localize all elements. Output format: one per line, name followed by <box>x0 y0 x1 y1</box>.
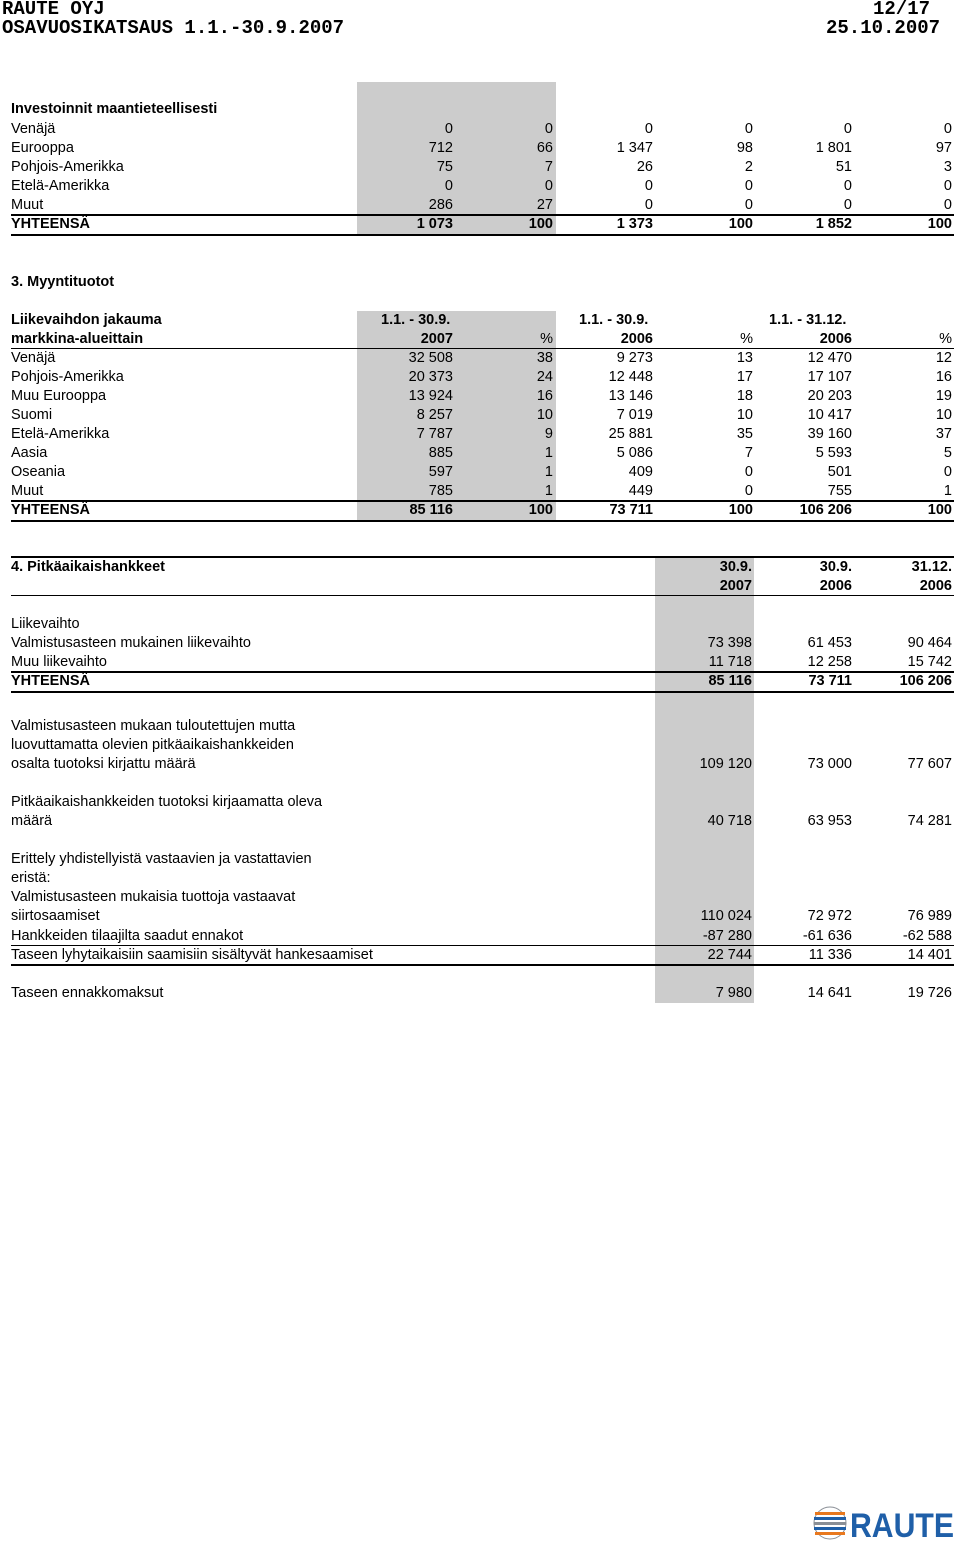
value-cell: 97 <box>935 140 952 156</box>
value-cell: 0 <box>544 178 553 194</box>
value-cell: 10 417 <box>807 407 852 423</box>
value-cell: 110 024 <box>700 908 752 924</box>
table-row <box>11 812 954 831</box>
value-cell: 25 881 <box>608 426 653 442</box>
value-cell: 3 <box>943 159 952 175</box>
value-cell: 0 <box>843 197 852 213</box>
row-rule <box>11 964 954 966</box>
value-cell: 17 107 <box>807 369 852 385</box>
row-label: Venäjä <box>11 121 56 137</box>
value-cell: 26 <box>636 159 653 175</box>
value-cell: 449 <box>628 483 653 499</box>
table-row <box>11 406 954 425</box>
sales-header-row <box>11 330 954 349</box>
row-label: YHTEENSÄ <box>11 502 90 518</box>
value-cell: 8 257 <box>416 407 453 423</box>
row-label: Venäjä <box>11 350 56 366</box>
value-cell: 106 206 <box>799 502 852 518</box>
value-cell: 0 <box>644 197 653 213</box>
column-header: % <box>540 331 553 347</box>
value-cell: 35 <box>736 426 753 442</box>
value-cell: 0 <box>744 197 753 213</box>
column-header: markkina-alueittain <box>11 331 144 347</box>
table-row <box>11 615 954 634</box>
table-row <box>11 139 954 158</box>
table-row <box>11 850 954 869</box>
value-cell: 0 <box>744 483 753 499</box>
row-label: Etelä-Amerikka <box>11 426 110 442</box>
value-cell: 501 <box>827 464 852 480</box>
table-row <box>11 196 954 215</box>
value-cell: 106 206 <box>899 673 952 689</box>
value-cell: 13 924 <box>408 388 453 404</box>
row-label: Suomi <box>11 407 53 423</box>
section-title: 3. Myyntituotot <box>11 274 115 290</box>
value-cell: 16 <box>935 369 952 385</box>
table-row <box>11 946 954 965</box>
value-cell: 100 <box>728 216 753 232</box>
table-row <box>11 888 954 907</box>
column-header: 2006 <box>819 578 852 594</box>
value-cell: 20 203 <box>807 388 852 404</box>
total-rule <box>11 520 954 522</box>
value-cell: 5 <box>943 445 952 461</box>
section-title: 4. Pitkäaikaishankkeet <box>11 559 165 575</box>
row-label: Muu Eurooppa <box>11 388 107 404</box>
page-number: 12/17 <box>873 0 931 20</box>
investments-title: Investoinnit maantieteellisesti <box>11 101 218 117</box>
value-cell: -62 588 <box>902 928 952 944</box>
svg-text:RAUTE: RAUTE <box>850 1507 954 1540</box>
value-cell: 100 <box>528 216 553 232</box>
row-label: YHTEENSÄ <box>11 673 90 689</box>
row-label: siirtosaamiset <box>11 908 100 924</box>
table-row <box>11 927 954 946</box>
row-label: Erittely yhdistellyistä vastaavien ja vastattavien <box>11 851 312 867</box>
value-cell: 66 <box>536 140 553 156</box>
value-cell: 1 373 <box>616 216 653 232</box>
row-label: Taseen lyhytaikaisiin saamisiin sisältyvät hankesaamiset <box>11 947 373 963</box>
row-label: Hankkeiden tilaajilta saadut ennakot <box>11 928 244 944</box>
table-row <box>11 984 954 1003</box>
period-header: 1.1. - 31.12. <box>769 312 847 328</box>
row-label: Pohjois-Amerikka <box>11 369 124 385</box>
table-row <box>11 755 954 774</box>
value-cell: 10 <box>736 407 753 423</box>
value-cell: 27 <box>536 197 553 213</box>
row-label: Valmistusasteen mukainen liikevaihto <box>11 635 251 651</box>
value-cell: 19 726 <box>907 985 952 1001</box>
row-label: määrä <box>11 813 53 829</box>
table-row <box>11 717 954 736</box>
value-cell: 1 852 <box>815 216 852 232</box>
value-cell: 286 <box>428 197 453 213</box>
column-header: Liikevaihdon jakauma <box>11 312 162 328</box>
value-cell: 7 980 <box>715 985 752 1001</box>
period-header: 1.1. - 30.9. <box>579 312 649 328</box>
raute-logo-mark <box>812 1506 956 1540</box>
table-row <box>11 349 954 368</box>
value-cell: 12 470 <box>807 350 852 366</box>
value-cell: 0 <box>843 121 852 137</box>
value-cell: -87 280 <box>702 928 752 944</box>
table-row <box>11 158 954 177</box>
value-cell: 7 <box>544 159 553 175</box>
value-cell: 2 <box>744 159 753 175</box>
row-label: eristä: <box>11 870 51 886</box>
value-cell: 1 073 <box>416 216 453 232</box>
table-row <box>11 177 954 196</box>
value-cell: 16 <box>536 388 553 404</box>
value-cell: -61 636 <box>802 928 852 944</box>
value-cell: 9 273 <box>616 350 653 366</box>
value-cell: 13 146 <box>608 388 653 404</box>
value-cell: 0 <box>943 178 952 194</box>
value-cell: 885 <box>428 445 453 461</box>
value-cell: 0 <box>744 464 753 480</box>
projects-header-row <box>11 577 954 596</box>
value-cell: 12 258 <box>807 654 852 670</box>
value-cell: 1 <box>544 483 553 499</box>
value-cell: 19 <box>935 388 952 404</box>
table-row <box>11 869 954 888</box>
value-cell: 755 <box>827 483 852 499</box>
value-cell: 0 <box>943 197 952 213</box>
value-cell: 9 <box>544 426 553 442</box>
value-cell: 40 718 <box>707 813 752 829</box>
column-header: 2006 <box>919 578 952 594</box>
value-cell: 12 <box>935 350 952 366</box>
value-cell: 5 086 <box>616 445 653 461</box>
table-row <box>11 736 954 755</box>
value-cell: 100 <box>528 502 553 518</box>
column-header: 30.9. <box>819 559 852 575</box>
column-header: 31.12. <box>911 559 952 575</box>
value-cell: 17 <box>736 369 753 385</box>
row-label: YHTEENSÄ <box>11 216 90 232</box>
report-title: OSAVUOSIKATSAUS 1.1.-30.9.2007 <box>2 17 345 39</box>
row-label: Etelä-Amerikka <box>11 178 110 194</box>
investments-title-row <box>11 100 954 119</box>
value-cell: 0 <box>744 178 753 194</box>
value-cell: 0 <box>444 178 453 194</box>
value-cell: 100 <box>728 502 753 518</box>
value-cell: 0 <box>644 121 653 137</box>
value-cell: 7 787 <box>416 426 453 442</box>
value-cell: 73 711 <box>609 502 653 518</box>
table-row <box>11 387 954 406</box>
value-cell: 11 336 <box>808 947 852 963</box>
value-cell: 1 347 <box>616 140 653 156</box>
value-cell: 24 <box>536 369 553 385</box>
row-label: Oseania <box>11 464 66 480</box>
table-row <box>11 634 954 653</box>
table-row <box>11 653 954 672</box>
value-cell: 73 000 <box>807 756 852 772</box>
column-header: 30.9. <box>719 559 752 575</box>
value-cell: 14 401 <box>907 947 952 963</box>
value-cell: 100 <box>927 216 952 232</box>
value-cell: 1 <box>544 464 553 480</box>
value-cell: 32 508 <box>408 350 453 366</box>
column-header: 2007 <box>719 578 752 594</box>
value-cell: 109 120 <box>699 756 752 772</box>
value-cell: 0 <box>644 178 653 194</box>
value-cell: 98 <box>736 140 753 156</box>
value-cell: 0 <box>744 121 753 137</box>
value-cell: 22 744 <box>707 947 752 963</box>
value-cell: 61 453 <box>807 635 852 651</box>
value-cell: 76 989 <box>907 908 952 924</box>
sales-header-row <box>11 311 954 330</box>
row-label: Valmistusasteen mukaisia tuottoja vastaavat <box>11 889 296 905</box>
total-rule <box>11 691 954 693</box>
value-cell: 1 801 <box>815 140 852 156</box>
row-label: Pohjois-Amerikka <box>11 159 124 175</box>
table-row <box>11 120 954 139</box>
column-header: 2006 <box>620 331 653 347</box>
row-label: Aasia <box>11 445 48 461</box>
value-cell: 18 <box>736 388 753 404</box>
table-row <box>11 463 954 482</box>
value-cell: 785 <box>428 483 453 499</box>
value-cell: 0 <box>943 464 952 480</box>
table-row <box>11 444 954 463</box>
value-cell: 51 <box>835 159 852 175</box>
value-cell: 73 398 <box>707 635 752 651</box>
value-cell: 0 <box>544 121 553 137</box>
row-label: osalta tuotoksi kirjattu määrä <box>11 756 196 772</box>
value-cell: 1 <box>943 483 952 499</box>
value-cell: 13 <box>736 350 753 366</box>
value-cell: 85 116 <box>409 502 453 518</box>
value-cell: 14 641 <box>807 985 852 1001</box>
row-label: Liikevaihto <box>11 616 80 632</box>
value-cell: 39 160 <box>807 426 852 442</box>
table-row <box>11 793 954 812</box>
column-header: % <box>740 331 753 347</box>
value-cell: 20 373 <box>408 369 453 385</box>
value-cell: 74 281 <box>907 813 952 829</box>
value-cell: 85 116 <box>708 673 752 689</box>
value-cell: 5 593 <box>815 445 852 461</box>
value-cell: 90 464 <box>907 635 952 651</box>
value-cell: 712 <box>428 140 453 156</box>
value-cell: 12 448 <box>608 369 653 385</box>
value-cell: 100 <box>927 502 952 518</box>
header-rule <box>11 595 954 596</box>
column-header: 2006 <box>819 331 852 347</box>
row-label: Eurooppa <box>11 140 74 156</box>
value-cell: 7 019 <box>616 407 653 423</box>
value-cell: 0 <box>444 121 453 137</box>
report-date: 25.10.2007 <box>826 17 941 39</box>
table-row <box>11 907 954 926</box>
value-cell: 38 <box>536 350 553 366</box>
value-cell: 10 <box>935 407 952 423</box>
value-cell: 72 972 <box>807 908 852 924</box>
value-cell: 0 <box>943 121 952 137</box>
projects-header-row <box>11 558 954 577</box>
value-cell: 75 <box>436 159 453 175</box>
total-row <box>11 672 954 691</box>
row-label: Muu liikevaihto <box>11 654 107 670</box>
company-name: RAUTE OYJ <box>2 0 105 20</box>
table-row <box>11 368 954 387</box>
total-row <box>11 215 954 234</box>
period-header: 1.1. - 30.9. <box>381 312 451 328</box>
row-label: Muut <box>11 483 44 499</box>
value-cell: 409 <box>628 464 653 480</box>
value-cell: 77 607 <box>907 756 952 772</box>
row-label: Pitkäaikaishankkeiden tuotoksi kirjaamatta oleva <box>11 794 323 810</box>
value-cell: 10 <box>536 407 553 423</box>
value-cell: 73 711 <box>808 673 852 689</box>
table-row <box>11 425 954 444</box>
row-label: Taseen ennakkomaksut <box>11 985 164 1001</box>
total-row <box>11 501 954 520</box>
row-label: Muut <box>11 197 44 213</box>
value-cell: 63 953 <box>807 813 852 829</box>
value-cell: 37 <box>935 426 952 442</box>
raute-logo <box>812 1506 956 1540</box>
sales-title-row <box>11 273 954 292</box>
value-cell: 11 718 <box>708 654 752 670</box>
row-label: Valmistusasteen mukaan tuloutettujen mutta <box>11 718 296 734</box>
column-header: 2007 <box>420 331 453 347</box>
total-rule <box>11 234 954 236</box>
value-cell: 7 <box>744 445 753 461</box>
column-header: % <box>939 331 952 347</box>
value-cell: 597 <box>428 464 453 480</box>
value-cell: 0 <box>843 178 852 194</box>
row-label: luovuttamatta olevien pitkäaikaishankkeiden <box>11 737 294 753</box>
value-cell: 15 742 <box>907 654 952 670</box>
table-row <box>11 482 954 501</box>
value-cell: 1 <box>544 445 553 461</box>
